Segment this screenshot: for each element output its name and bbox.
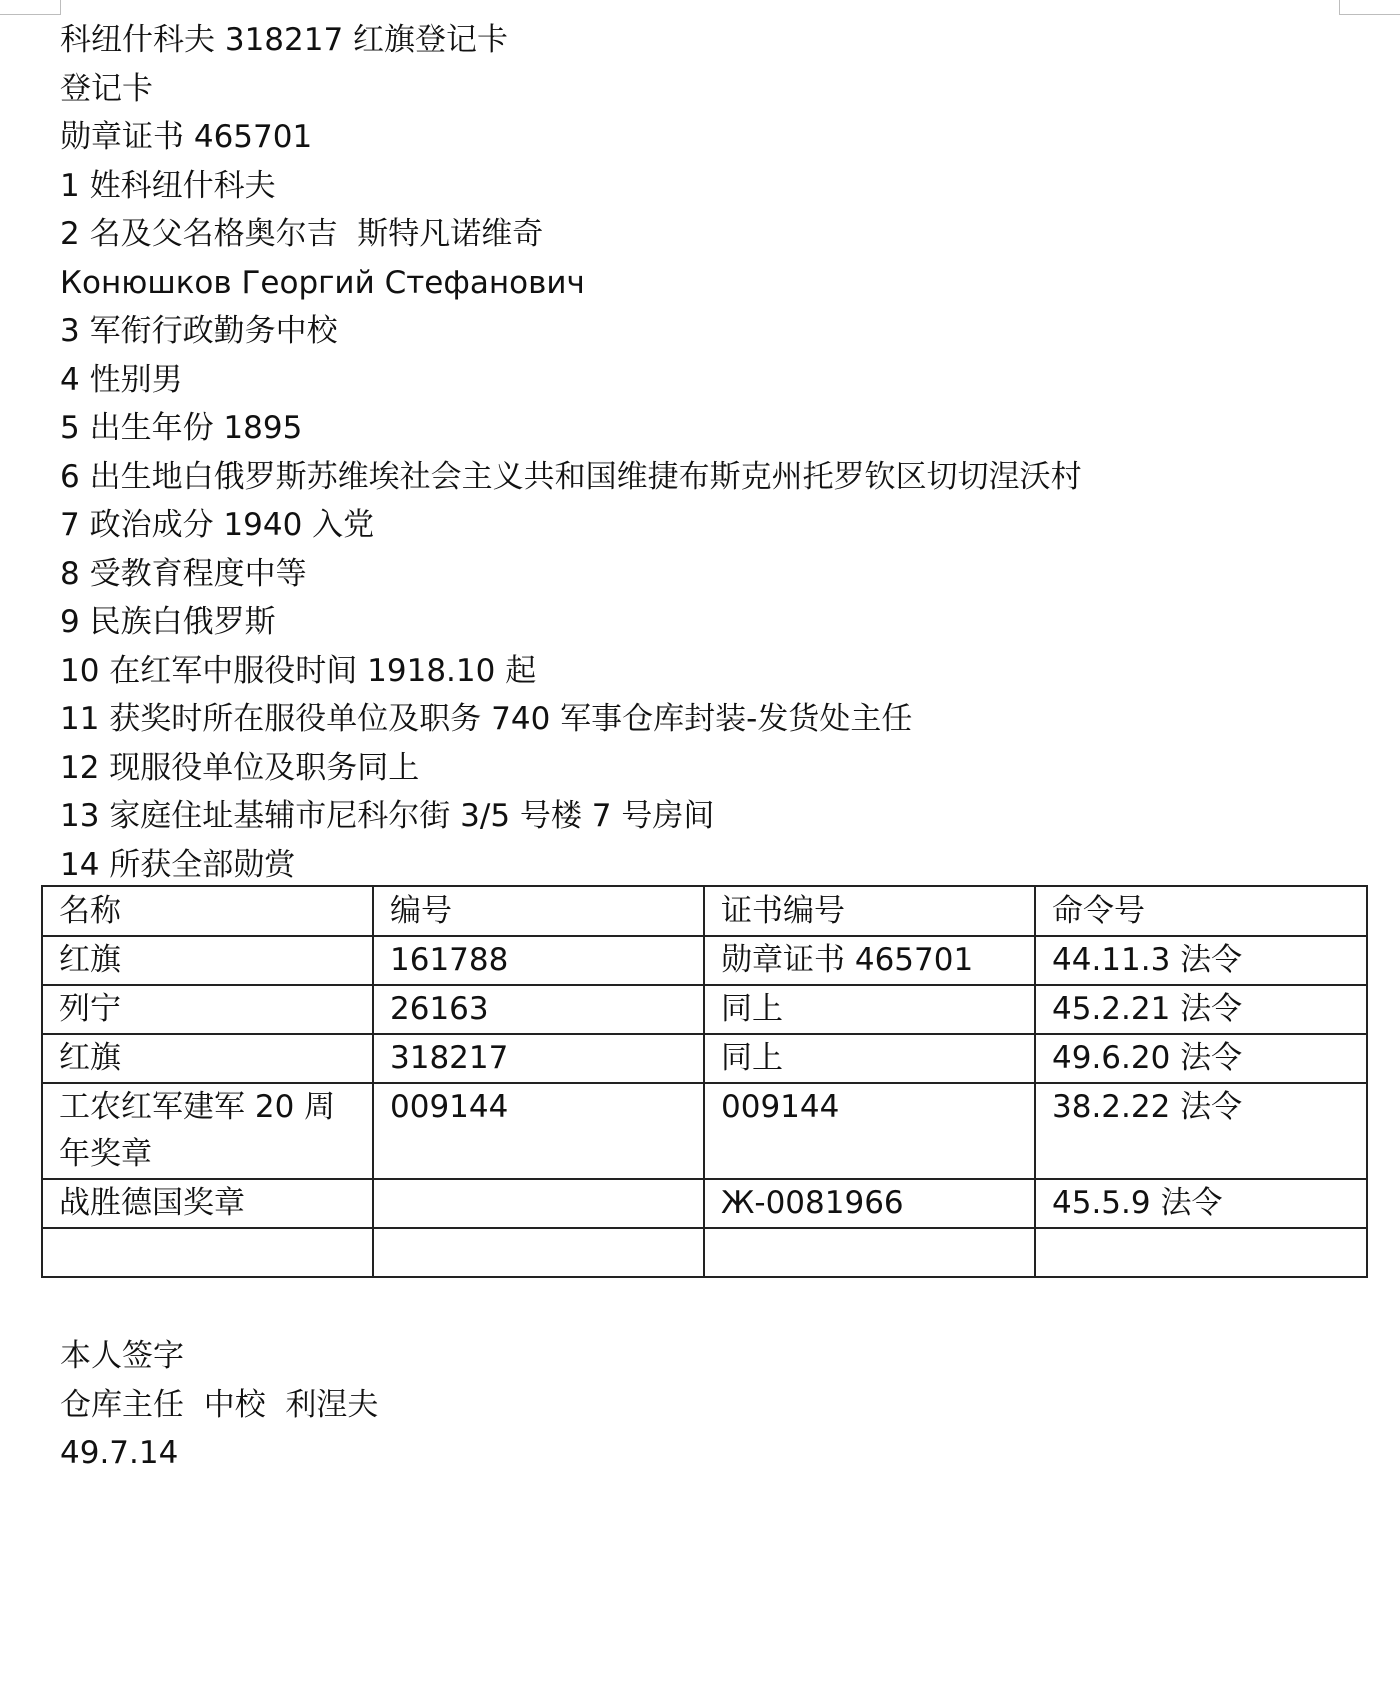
table-cell: 列宁 [42, 985, 373, 1034]
signature-block [60, 1332, 1060, 1478]
table-cell: 同上 [704, 985, 1035, 1034]
table-cell: 工农红军建军 20 周年奖章 [42, 1083, 373, 1179]
table-cell: 161788 [373, 936, 704, 985]
card-title: 科纽什科夫 318217 红旗登记卡 [60, 22, 509, 58]
table-cell: 45.2.21 法令 [1035, 985, 1367, 1034]
header-cell: 命令号 [1035, 886, 1367, 936]
table-header-row [42, 886, 1367, 936]
field-rank: 3 军衔行政勤务中校 [60, 313, 338, 349]
table-cell: Ж-0081966 [704, 1179, 1035, 1228]
table-cell: 红旗 [42, 936, 373, 985]
medal-certificate: 勋章证书 465701 [60, 119, 313, 155]
table-cell: 勋章证书 465701 [704, 936, 1035, 985]
awards-table [41, 885, 1368, 1278]
field-unit-at-award: 11 获奖时所在服役单位及职务 740 军事仓库封装-发货处主任 [60, 701, 913, 737]
table-row [42, 1083, 1367, 1179]
header-cell: 编号 [373, 886, 704, 936]
field-name-russian: Конюшков Георгий Стефанович [60, 264, 585, 301]
field-sex: 4 性别男 [60, 361, 183, 398]
page-corner-marker-right [1339, 0, 1400, 15]
table-cell: 49.6.20 法令 [1035, 1034, 1367, 1083]
table-cell: 44.11.3 法令 [1035, 936, 1367, 985]
table-cell: 38.2.22 法令 [1035, 1083, 1367, 1179]
field-surname: 1 姓科纽什科夫 [60, 167, 276, 204]
table-cell [373, 1179, 704, 1228]
signature-label: 本人签字 [60, 1338, 184, 1374]
table-cell [373, 1228, 704, 1277]
field-nationality: 9 民族白俄罗斯 [60, 604, 276, 640]
table-row [42, 985, 1367, 1034]
field-education: 8 受教育程度中等 [60, 555, 307, 592]
header-cell: 证书编号 [704, 886, 1035, 936]
table-cell [704, 1228, 1035, 1277]
table-cell: 009144 [373, 1083, 704, 1179]
field-all-awards: 14 所获全部勋赏 [60, 846, 296, 883]
field-home-address: 13 家庭住址基辅市尼科尔街 3/5 号楼 7 号房间 [60, 798, 715, 834]
table-cell: 318217 [373, 1034, 704, 1083]
table-row [42, 936, 1367, 985]
table-cell: 战胜德国奖章 [42, 1179, 373, 1228]
table-row [42, 1228, 1367, 1277]
page-corner-marker-left [0, 0, 61, 15]
table-row [42, 1179, 1367, 1228]
signature-date: 49.7.14 [60, 1435, 179, 1471]
field-name-patronymic: 2 名及父名格奥尔吉 斯特凡诺维奇 [60, 216, 544, 252]
table-cell: 009144 [704, 1083, 1035, 1179]
header-cell: 名称 [42, 886, 373, 936]
signer: 仓库主任 中校 利涅夫 [60, 1386, 379, 1423]
table-cell: 红旗 [42, 1034, 373, 1083]
table-cell: 同上 [704, 1034, 1035, 1083]
table-cell: 26163 [373, 985, 704, 1034]
record-card-text [60, 16, 1360, 889]
table-cell: 45.5.9 法令 [1035, 1179, 1367, 1228]
table-cell [42, 1228, 373, 1277]
field-service-start: 10 在红军中服役时间 1918.10 起 [60, 652, 537, 689]
card-subtitle: 登记卡 [60, 70, 153, 107]
field-birth-year: 5 出生年份 1895 [60, 410, 303, 446]
table-row [42, 1034, 1367, 1083]
table-cell [1035, 1228, 1367, 1277]
field-birthplace: 6 出生地白俄罗斯苏维埃社会主义共和国维捷布斯克州托罗钦区切切涅沃村 [60, 458, 1082, 495]
field-party: 7 政治成分 1940 入党 [60, 507, 375, 543]
field-current-unit: 12 现服役单位及职务同上 [60, 749, 420, 786]
